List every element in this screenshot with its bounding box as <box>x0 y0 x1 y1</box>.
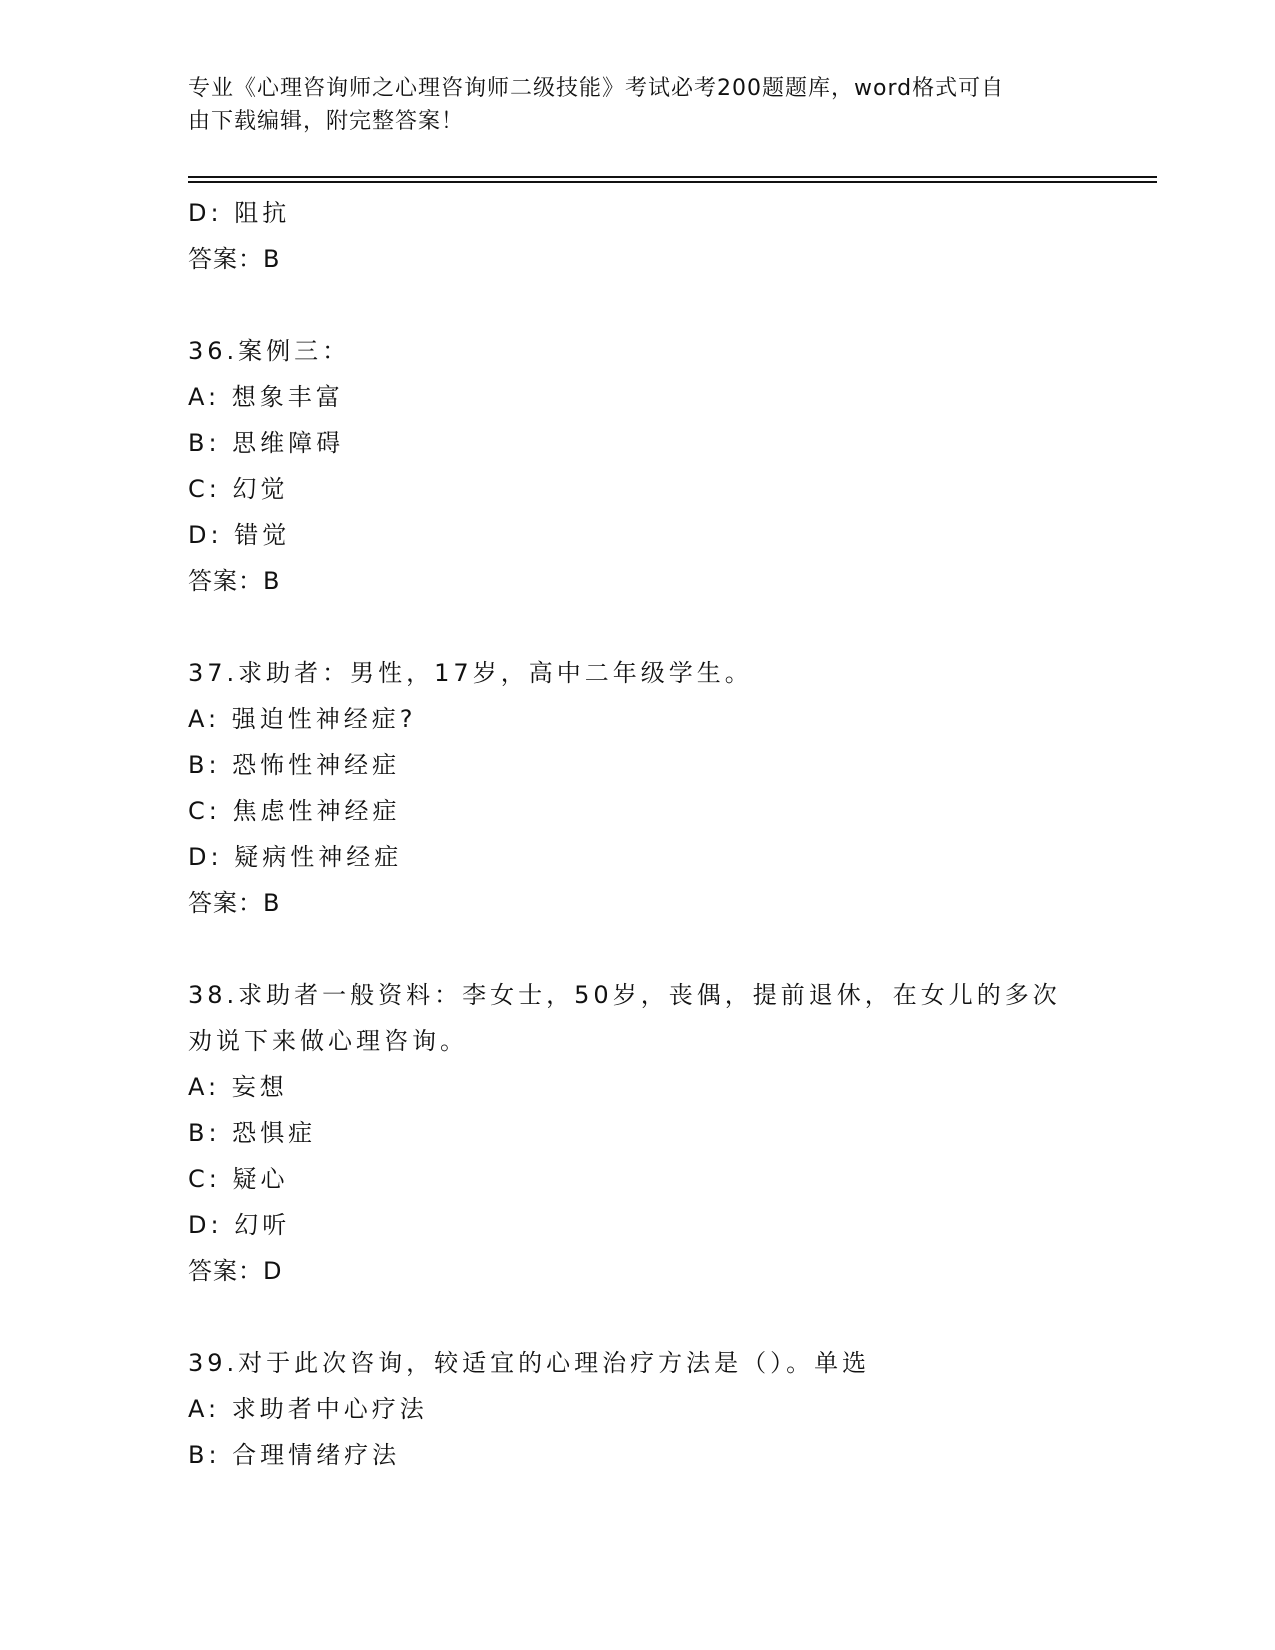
document-header <box>188 72 1068 138</box>
option-b: B: 恐惧症 <box>188 1119 317 1147</box>
option-a: A: 想象丰富 <box>188 383 344 411</box>
header-rule-top <box>188 176 1157 178</box>
option-d: D: 阻抗 <box>188 199 291 227</box>
question-stem: 37.求助者：男性，17岁，高中二年级学生。 <box>188 659 753 687</box>
option-d: D: 疑病性神经症 <box>188 843 403 871</box>
answer-label: 答案：D <box>188 1257 283 1285</box>
option-a: A: 妄想 <box>188 1073 288 1101</box>
option-a: A: 求助者中心疗法 <box>188 1395 428 1423</box>
question-stem-line-1: 38.求助者一般资料：李女士，50岁，丧偶，提前退休，在女儿的多次 <box>188 981 1061 1009</box>
question-stem: 39.对于此次咨询，较适宜的心理治疗方法是（）。单选 <box>188 1349 871 1377</box>
answer-label: 答案：B <box>188 889 281 917</box>
option-c: C: 疑心 <box>188 1165 289 1193</box>
question-list <box>188 190 1148 1478</box>
answer-label: 答案：B <box>188 567 281 595</box>
question-35-tail <box>188 190 1148 282</box>
option-b: B: 思维障碍 <box>188 429 345 457</box>
option-d: D: 幻听 <box>188 1211 291 1239</box>
spacer <box>188 604 1148 650</box>
option-b: B: 合理情绪疗法 <box>188 1441 401 1469</box>
question-39 <box>188 1340 1148 1478</box>
option-b: B: 恐怖性神经症 <box>188 751 401 779</box>
answer-label: 答案：B <box>188 245 281 273</box>
option-a: A: 强迫性神经症? <box>188 705 417 733</box>
option-c: C: 幻觉 <box>188 475 289 503</box>
spacer <box>188 282 1148 328</box>
question-stem: 36.案例三： <box>188 337 351 365</box>
option-c: C: 焦虑性神经症 <box>188 797 401 825</box>
header-rule-bottom <box>188 181 1157 183</box>
header-line-1: 专业《心理咨询师之心理咨询师二级技能》考试必考200题题库，word格式可自 <box>188 76 1005 101</box>
question-36 <box>188 328 1148 604</box>
question-37 <box>188 650 1148 926</box>
header-line-2: 由下载编辑，附完整答案！ <box>188 109 465 134</box>
spacer <box>188 1294 1148 1340</box>
spacer <box>188 926 1148 972</box>
question-38 <box>188 972 1148 1294</box>
option-d: D: 错觉 <box>188 521 291 549</box>
question-stem-line-2: 劝说下来做心理咨询。 <box>188 1027 468 1055</box>
